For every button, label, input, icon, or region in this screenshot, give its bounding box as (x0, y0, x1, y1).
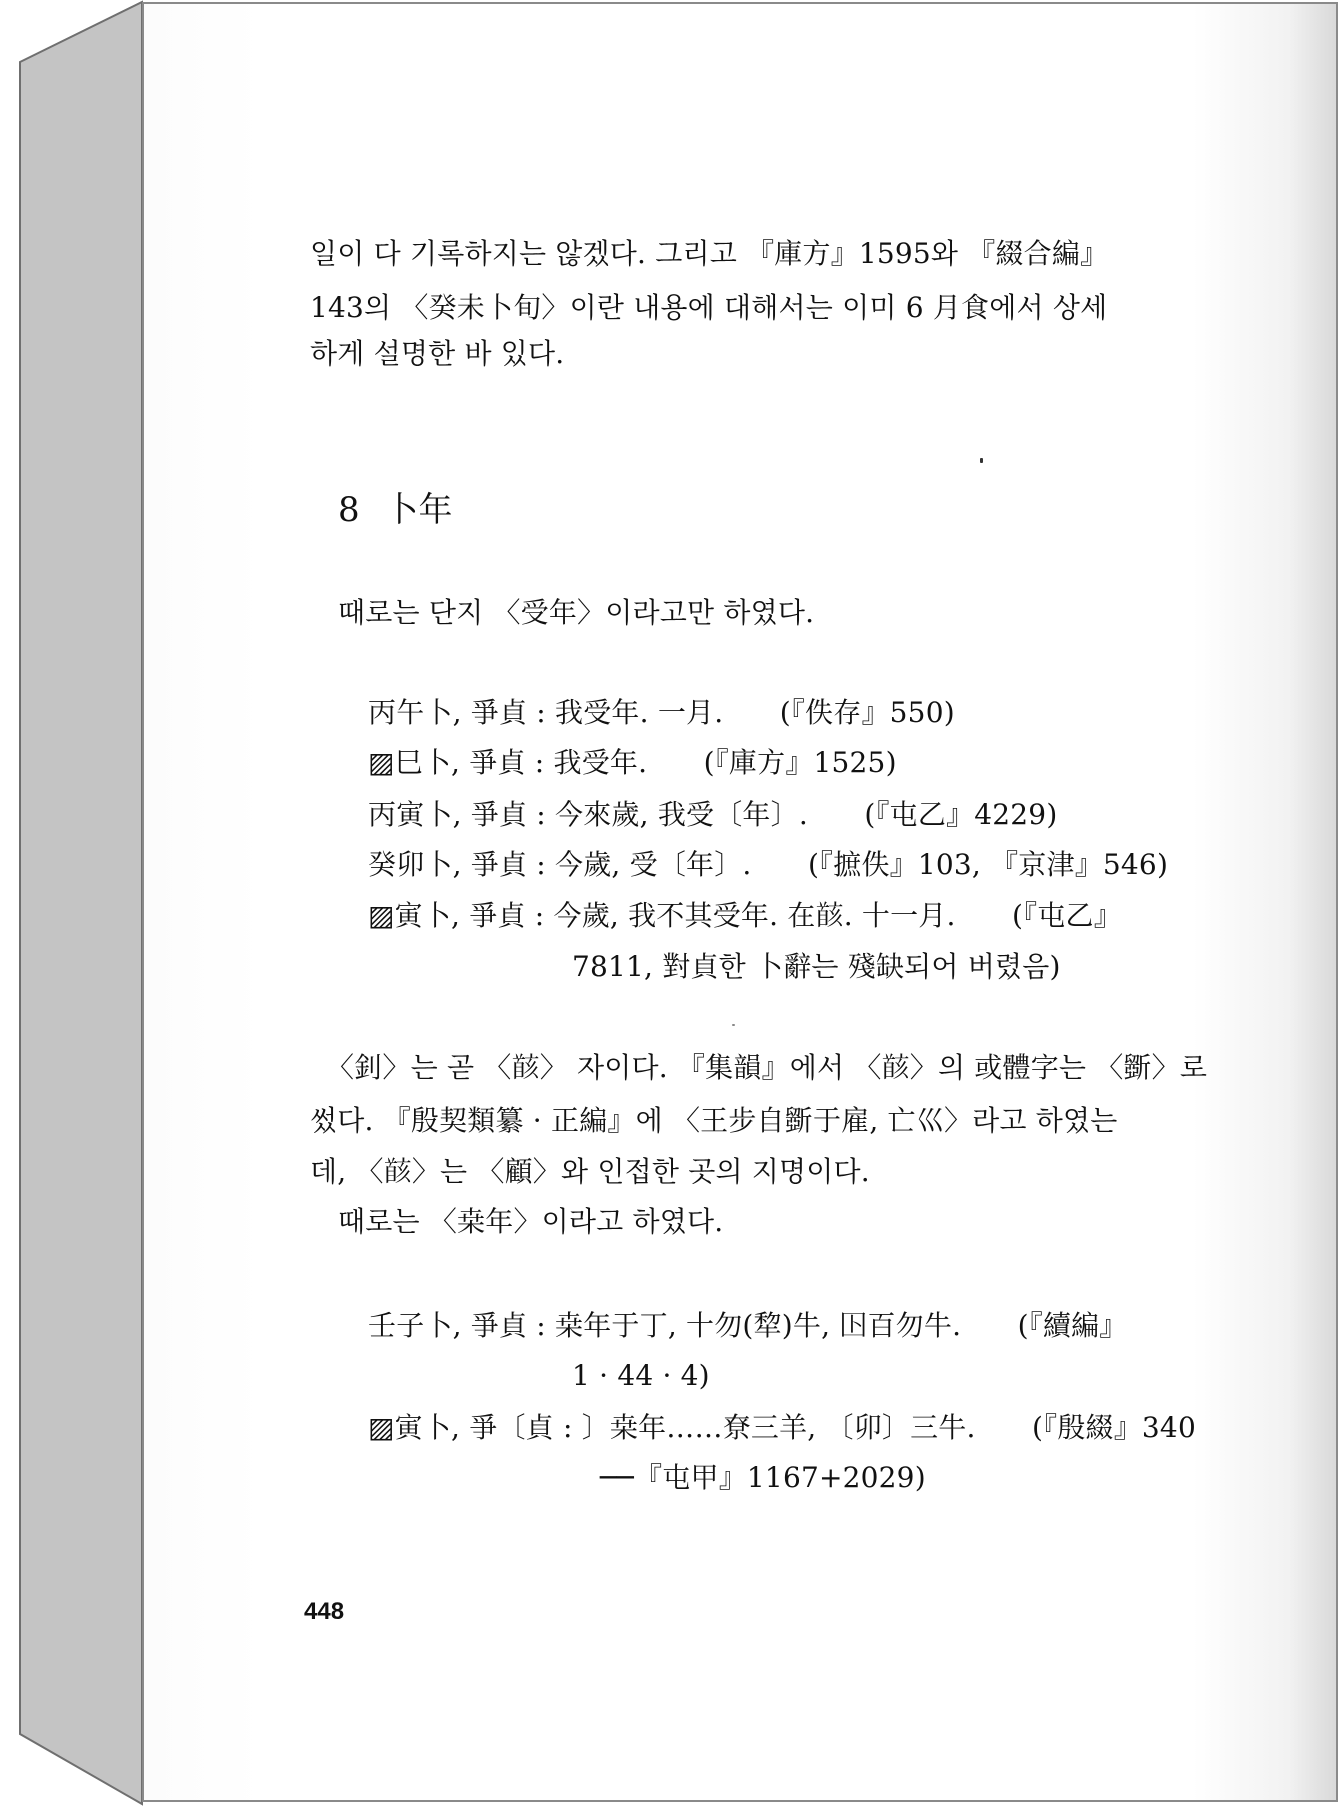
quote-line: ▨巳卜, 爭貞 : 我受年. (『庫方』1525) (368, 746, 897, 779)
quote-line: 7811, 對貞한 卜辭는 殘缺되어 버렸음) (572, 950, 1061, 983)
paragraph-line: 〈釗〉는 곧 〈𩠚〉 자이다. 『集韻』에서 〈𩠚〉의 或體字는 〈斵〉로 (326, 1051, 1208, 1084)
section-heading (338, 490, 452, 530)
paragraph-line: 일이 다 기록하지는 않겠다. 그리고 『庫方』1595와 『綴合編』 (310, 237, 1109, 270)
section-title: 卜年 (384, 490, 453, 530)
intro-line: 때로는 단지 〈受年〉이라고만 하였다. (338, 596, 815, 629)
paragraph-line: 썼다. 『殷契類纂 · 正編』에 〈王步自斵于雇, 亡巛〉라고 하였는 (310, 1104, 1118, 1137)
section-number: 8 (338, 490, 360, 530)
quote-line: ▨寅卜, 爭〔貞 : 〕桒年……尞三羊, 〔卯〕三牛. (『殷綴』340 (368, 1411, 1196, 1444)
paragraph-line: 143의 〈癸未卜旬〉이란 내용에 대해서는 이미 6 月食에서 상세 (310, 291, 1108, 324)
intro-line: 때로는 〈桒年〉이라고 하였다. (338, 1205, 724, 1238)
quote-line: ▨寅卜, 爭貞 : 今歲, 我不其受年. 在𩠚. 十一月. (『屯乙』 (368, 899, 1122, 932)
quote-line: 壬子卜, 爭貞 : 桒年于丁, 十勿(犂)牛, 𡆥百勿牛. (『續編』 (368, 1309, 1128, 1342)
page-number: 448 (304, 1598, 345, 1625)
paragraph-line: 데, 〈𩠚〉는 〈顧〉와 인접한 곳의 지명이다. (310, 1155, 870, 1188)
paragraph-line: 하게 설명한 바 있다. (310, 337, 565, 370)
quote-line: 癸卯卜, 爭貞 : 今歲, 受〔年〕. (『摭佚』103, 『京津』546) (368, 848, 1169, 881)
scan-speck (980, 458, 983, 463)
quote-line: 丙寅卜, 爭貞 : 今來歲, 我受〔年〕. (『屯乙』4229) (368, 798, 1058, 831)
quote-line: ──『屯甲』1167+2029) (600, 1461, 926, 1494)
scan-speck (732, 1024, 735, 1026)
quote-line: 丙午卜, 爭貞 : 我受年. 一月. (『佚存』550) (368, 696, 955, 729)
quote-line: 1 · 44 · 4) (572, 1359, 710, 1392)
